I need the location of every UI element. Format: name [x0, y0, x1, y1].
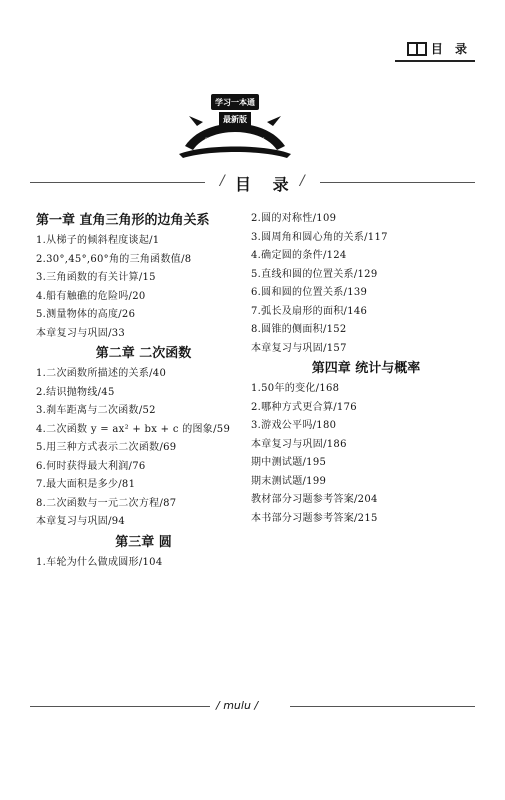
toc-entry[interactable]: 6.圆和圆的位置关系/139	[251, 287, 368, 298]
chapter-title: 第三章 圆	[115, 534, 172, 550]
divider-line	[320, 182, 475, 183]
slash-ornament: /	[220, 173, 225, 189]
toc-entry[interactable]: 1.车轮为什么做成圆形/104	[36, 556, 163, 568]
slash-ornament: /	[300, 173, 305, 189]
toc-entry[interactable]: 本章复习与巩固/33	[36, 327, 126, 339]
toc-entry[interactable]: 期中测试题/195	[251, 457, 327, 468]
divider-line	[290, 706, 475, 707]
divider-line	[30, 706, 210, 707]
toc-entry[interactable]: 期末测试题/199	[251, 475, 327, 487]
toc-entry[interactable]: 3.三角函数的有关计算/15	[36, 272, 156, 283]
footer-label: / mulu /	[216, 699, 259, 712]
toc-entry[interactable]: 4.二次函数 y = ax² + bx + c 的图象/59	[36, 423, 231, 435]
toc-entry[interactable]: 5.用三种方式表示二次函数/69	[36, 442, 177, 453]
toc-entry[interactable]: 1.二次函数所描述的关系/40	[36, 368, 167, 379]
toc-left-column	[36, 210, 251, 572]
toc-entry[interactable]: 4.船有触礁的危险吗/20	[36, 290, 146, 302]
chapter-title: 第一章 直角三角形的边角关系	[36, 213, 210, 228]
toc-entry[interactable]: 3.刹车距离与二次函数/52	[36, 405, 156, 416]
chapter-title: 第二章 二次函数	[95, 346, 192, 361]
toc-entry[interactable]: 3.游戏公平吗/180	[251, 420, 337, 431]
toc-entry[interactable]: 8.二次函数与一元二次方程/87	[36, 497, 177, 509]
toc-entry[interactable]: 6.何时获得最大利润/76	[36, 460, 146, 472]
logo-badge-text: 学习一本通	[215, 97, 255, 107]
toc-entry[interactable]: 本章复习与巩固/157	[251, 342, 347, 354]
page-footer	[30, 700, 475, 714]
book-icon	[406, 41, 428, 57]
publisher-logo	[175, 88, 295, 162]
chapter-title: 第四章 统计与概率	[311, 361, 421, 376]
toc-entry[interactable]: 5.测量物体的高度/26	[36, 309, 136, 320]
toc-entry[interactable]: 本章复习与巩固/94	[36, 516, 126, 527]
toc-entry[interactable]: 4.确定圆的条件/124	[251, 250, 347, 261]
header-label: 目 录	[430, 42, 471, 56]
toc-entry[interactable]: 2.30°,45°,60°角的三角函数值/8	[36, 253, 192, 265]
header-tag	[406, 40, 471, 57]
toc-entry[interactable]: 7.最大面积是多少/81	[36, 479, 136, 490]
toc-entry[interactable]: 2.结识抛物线/45	[36, 386, 115, 398]
toc-title-row	[30, 172, 475, 192]
toc-entry[interactable]: 2.圆的对称性/109	[251, 213, 337, 224]
toc-entry[interactable]: 1.从梯子的倾斜程度谈起/1	[36, 235, 160, 246]
toc-entry[interactable]: 本章复习与巩固/186	[251, 438, 347, 450]
toc-entry[interactable]: 1.50年的变化/168	[251, 383, 340, 394]
logo-arc-text: STUDY GUIDE EDITION	[205, 136, 265, 141]
toc-entry[interactable]: 2.哪种方式更合算/176	[251, 401, 357, 413]
page-title: 目 录	[235, 175, 297, 194]
toc-entry[interactable]: 教材部分习题参考答案/204	[251, 494, 378, 505]
toc-entry[interactable]: 3.圆周角和圆心角的关系/117	[251, 231, 388, 243]
toc-right-column	[251, 210, 481, 528]
toc-entry[interactable]: 5.直线和圆的位置关系/129	[251, 268, 378, 280]
header-rule	[395, 60, 475, 62]
divider-line	[30, 182, 205, 183]
toc-entry[interactable]: 7.弧长及扇形的面积/146	[251, 305, 368, 317]
logo-sub-text: 最新版	[223, 114, 247, 124]
toc-entry[interactable]: 本书部分习题参考答案/215	[251, 512, 378, 524]
toc-entry[interactable]: 8.圆锥的侧面积/152	[251, 324, 347, 335]
